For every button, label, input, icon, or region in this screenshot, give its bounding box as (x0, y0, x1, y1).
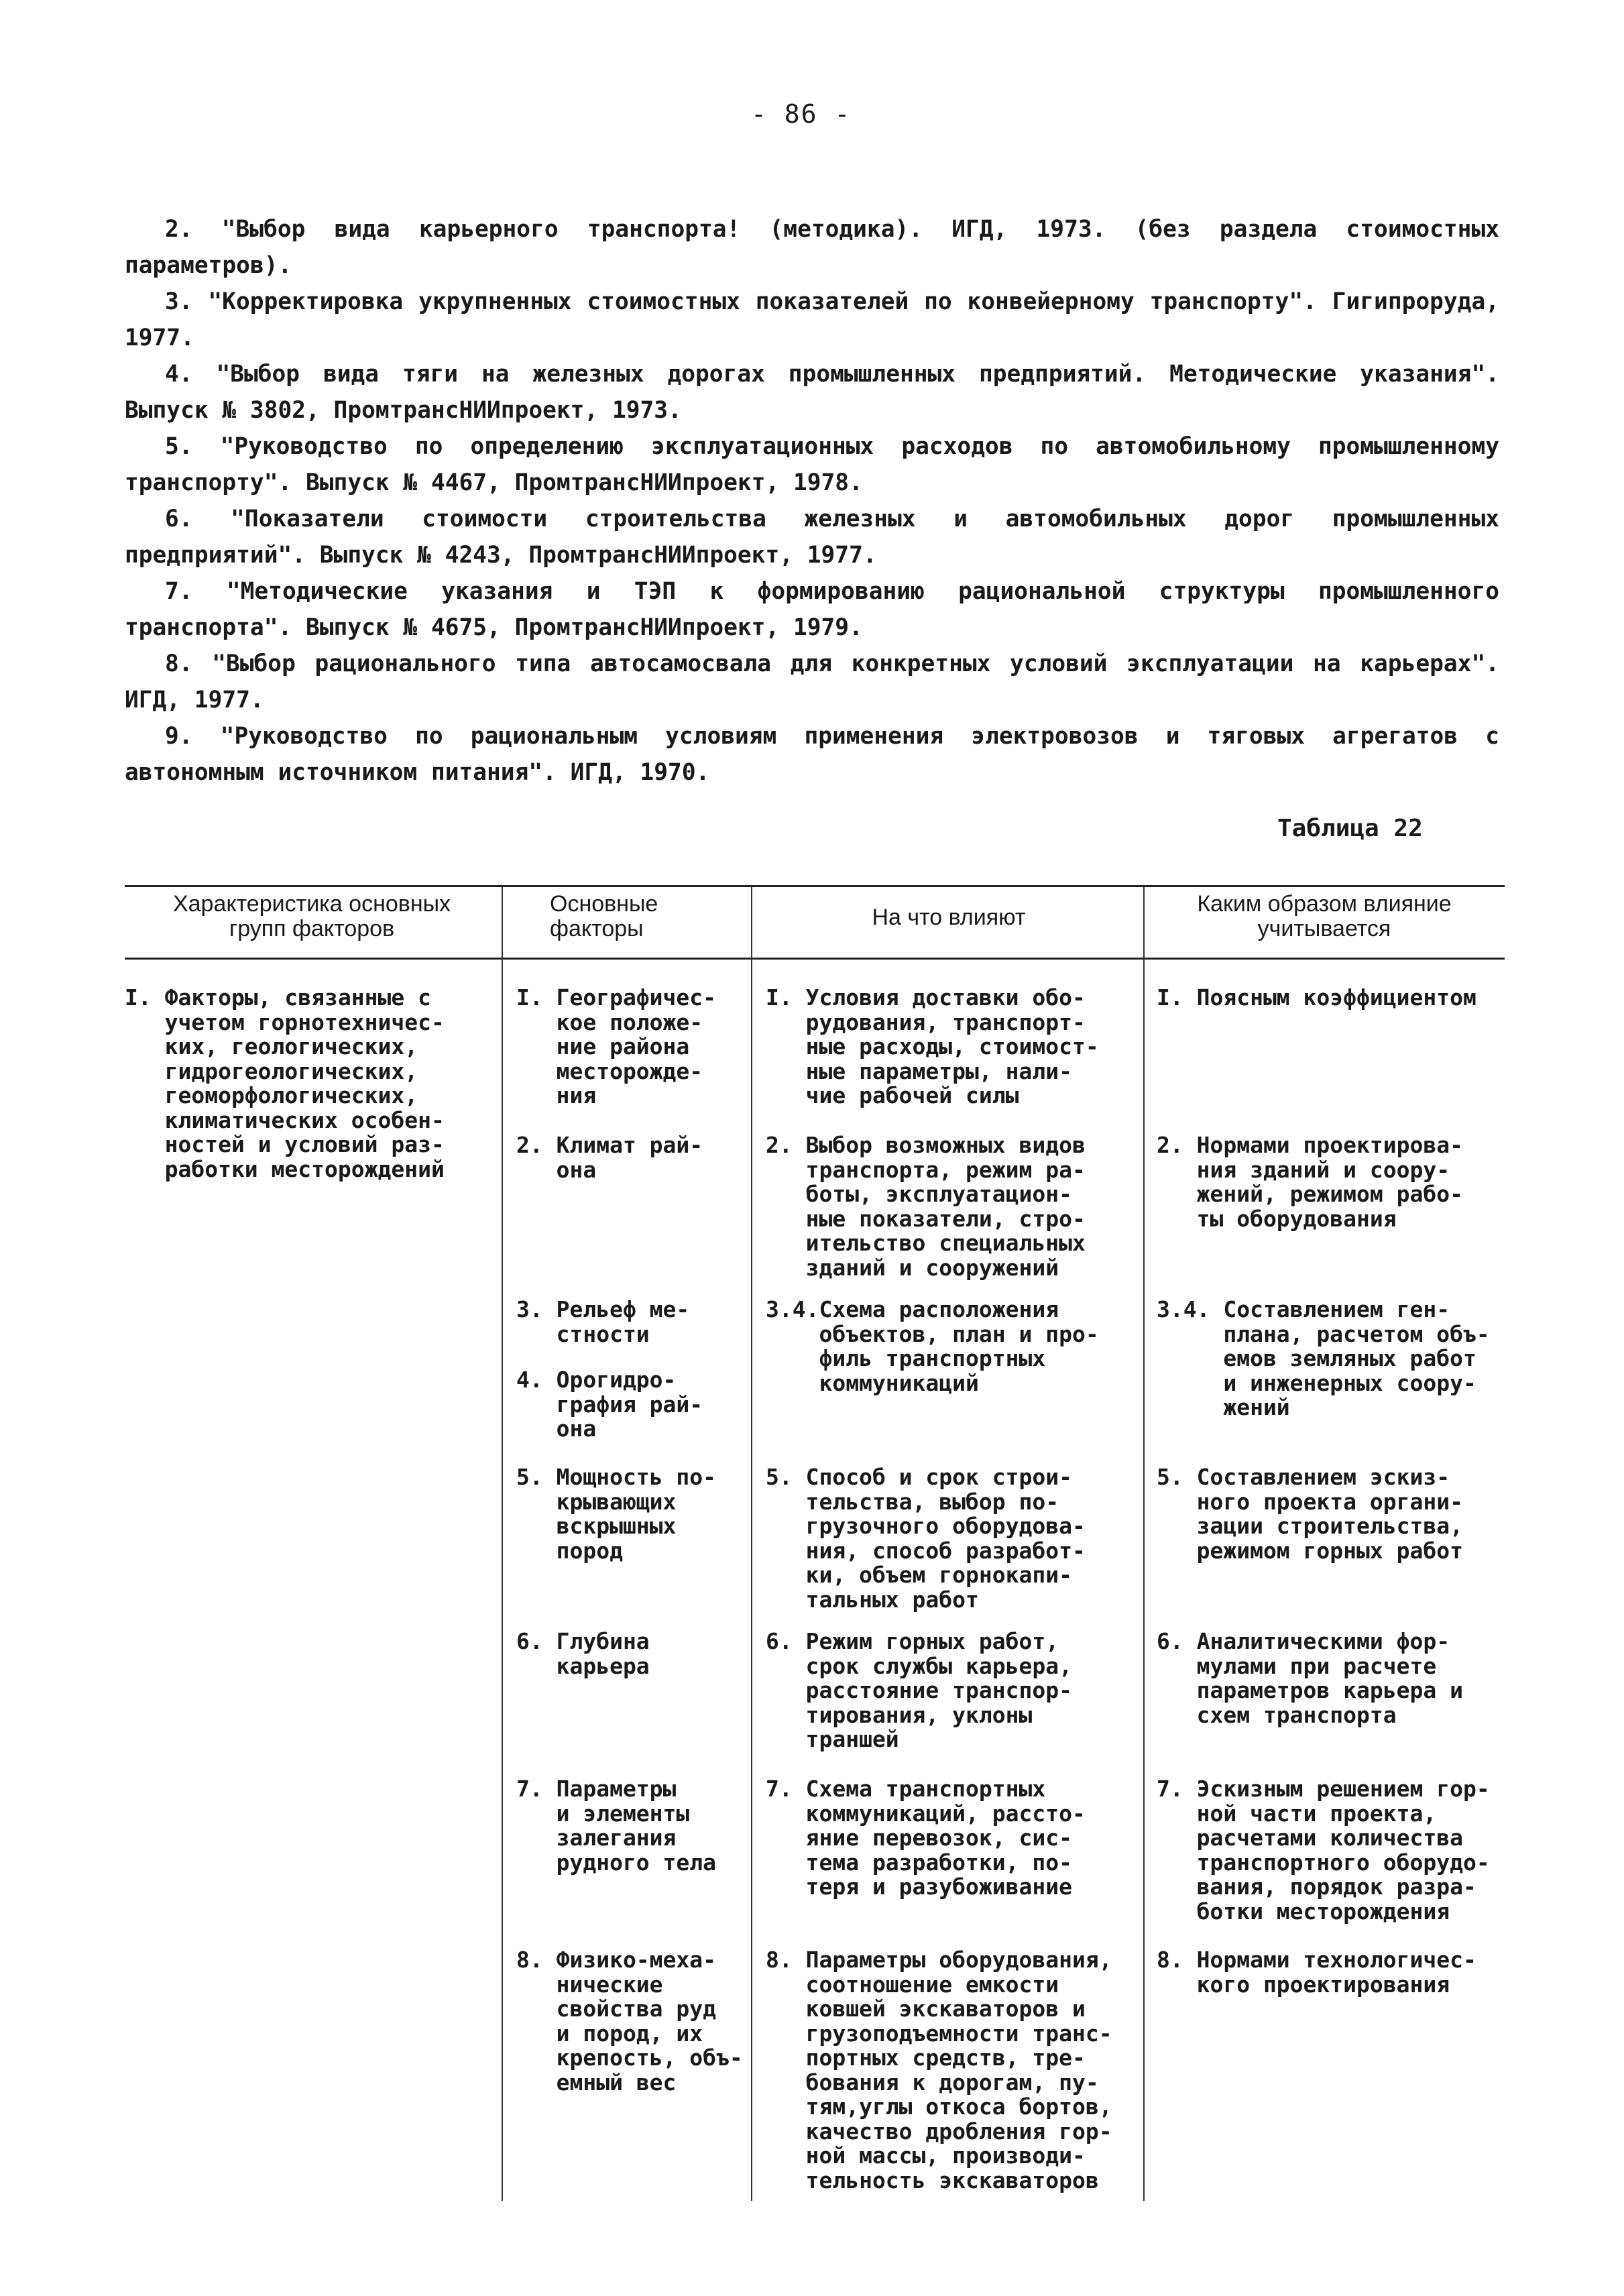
reference-item: 9. "Руководство по рациональным условиям применения электровозов и тяговых агрегатов с автономным источником питания". ИГД, 1970. (125, 723, 1499, 786)
header-method: Каким образом влияние учитывается (1197, 891, 1452, 941)
reference-item: 3. "Корректировка укрупненных стоимостных показателей по конвейерному транспорту". Гигипроруда, 1977. (125, 288, 1499, 351)
group-cell: I. Факторы, связанные с учетом горнотехничес- ких, геологических, гидрогеологических, геоморфологических, климатических особен- ностей и условий раз- работки месторождений (125, 984, 445, 1182)
influence-cell: 3.4.Схема расположения объектов, план и про- филь транспортных коммуникаций (766, 1296, 1099, 1396)
factor-cell: 2. Климат рай- она (516, 1132, 703, 1183)
table-header-rule (125, 958, 1505, 960)
column-divider (751, 886, 752, 2201)
reference-item: 7. "Методические указания и ТЭП к формированию рациональной структуры промышленного транспорта". Выпуск № 4675, ПромтрансНИИпроект, 1979. (125, 578, 1499, 641)
method-cell: 7. Эскизным решением гор- ной части проекта, расчетами количества транспортного оборудо- вания, порядок разра- ботки месторождения (1157, 1776, 1490, 1925)
method-cell: 8. Нормами технологичес- кого проектирования (1157, 1947, 1476, 1998)
table-caption: Таблица 22 (1277, 815, 1423, 842)
influence-cell: 5. Способ и срок строи- тельства, выбор по- грузочного оборудова- ния, способ разработ- ки, объем горнокапи- тальных работ (766, 1464, 1086, 1613)
factor-cell: I. Географичес- кое положе- ние района месторожде- ния (516, 984, 717, 1108)
method-cell: 5. Составлением эскиз- ного проекта органи- зации строительства, режимом горных работ (1157, 1464, 1463, 1564)
influence-cell: 2. Выбор возможных видов транспорта, режим ра- боты, эксплуатацион- ные показатели, стро- ительство специальных зданий и сооружений (766, 1132, 1086, 1281)
page-number: - 86 - (751, 99, 852, 129)
factor-cell: 7. Параметры и элементы залегания рудного тела (516, 1776, 717, 1876)
header-groups: Характеристика основных групп факторов (172, 891, 451, 941)
influence-cell: 8. Параметры оборудования, соотношение емкости ковшей экскаваторов и грузоподъемности транс- портных средств, тре- бования к дорогам, пу- тям,углы откоса бортов, качество дробления гор- ной массы, производи- тельность экскаваторов (766, 1947, 1112, 2193)
factor-cell: 3. Рельеф ме- стности (516, 1296, 690, 1347)
method-cell: I. Поясным коэффициентом (1157, 984, 1476, 1011)
reference-item: 5. "Руководство по определению эксплуатационных расходов по автомобильному промышленному транспорту". Выпуск № 4467, ПромтрансНИИпроект, 1978. (125, 433, 1499, 496)
reference-item: 8. "Выбор рационального типа автосамосвала для конкретных условий эксплуатации на карьерах". ИГД, 1977. (125, 650, 1499, 713)
factor-cell: 4. Орогидро- графия рай- она (516, 1367, 703, 1442)
influence-cell: I. Условия доставки обо- рудования, транспорт- ные расходы, стоимост- ные параметры, нали- чие рабочей силы (766, 984, 1099, 1108)
header-factors: Основные факторы (550, 891, 658, 941)
reference-item: 4. "Выбор вида тяги на железных дорогах промышленных предприятий. Методические указания". Выпуск № 3802, ПромтрансНИИпроект, 1973. (125, 361, 1499, 424)
factor-cell: 6. Глубина карьера (516, 1628, 650, 1679)
reference-item: 6. "Показатели стоимости строительства железных и автомобильных дорог промышленных предприятий". Выпуск № 4243, ПромтрансНИИпроект, 1977. (125, 506, 1499, 569)
method-cell: 3.4. Составлением ген- плана, расчетом объ- емов земляных работ и инженерных соору- жений (1157, 1296, 1490, 1420)
reference-item: 2. "Выбор вида карьерного транспорта! (методика). ИГД, 1973. (без раздела стоимостных параметров). (125, 216, 1499, 279)
table-top-rule (125, 885, 1505, 887)
reference-list (125, 211, 1499, 791)
factor-cell: 5. Мощность по- крывающих вскрышных пород (516, 1464, 717, 1564)
method-cell: 6. Аналитическими фор- мулами при расчете параметров карьера и схем транспорта (1157, 1628, 1463, 1728)
column-divider (1143, 886, 1145, 2201)
method-cell: 2. Нормами проектирова- ния зданий и соору- жений, режимом рабо- ты оборудования (1157, 1132, 1463, 1232)
factor-cell: 8. Физико-меха- нические свойства руд и пород, их крепость, объ- емный вес (516, 1947, 743, 2096)
influence-cell: 6. Режим горных работ, срок службы карьера, расстояние транспор- тирования, уклоны траншей (766, 1628, 1072, 1752)
influence-cell: 7. Схема транспортных коммуникаций, рассто- яние перевозок, сис- тема разработки, по- теря и разубоживание (766, 1776, 1086, 1900)
header-influence: На что влияют (872, 905, 1026, 930)
column-divider (502, 886, 503, 2201)
